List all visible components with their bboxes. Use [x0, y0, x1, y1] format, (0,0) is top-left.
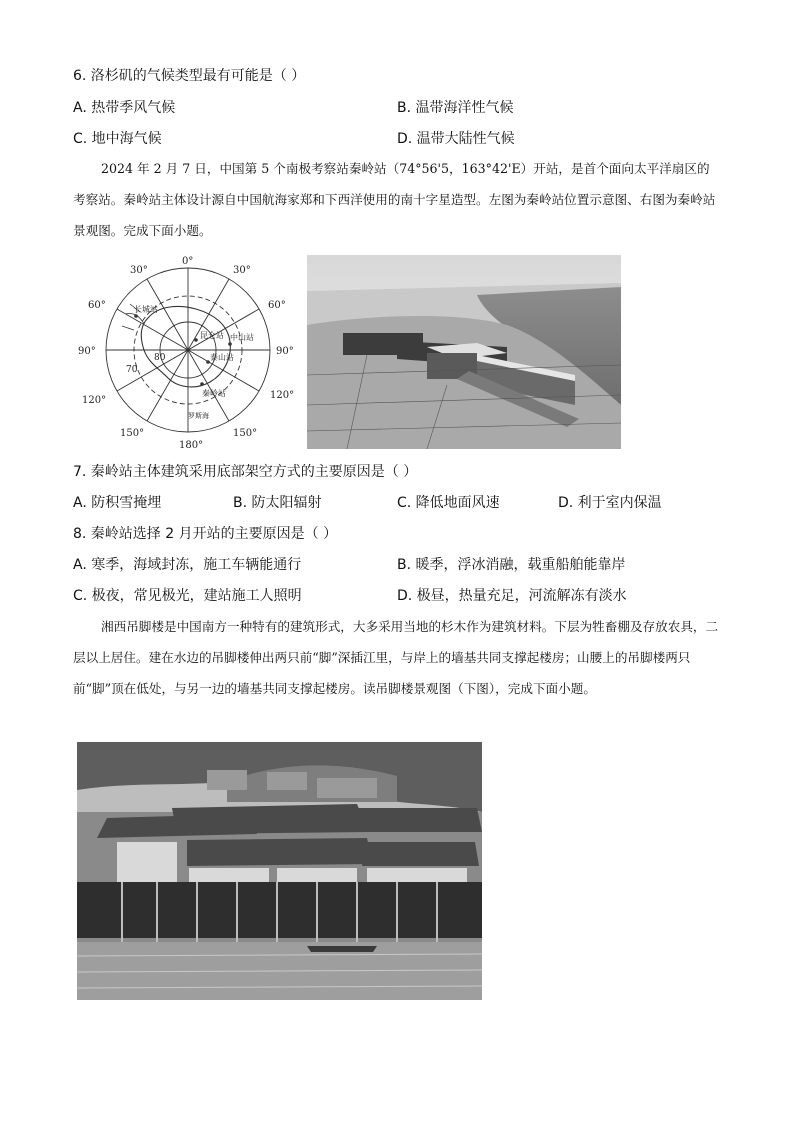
map-label-lat80: 80	[154, 353, 166, 363]
q7-stem: 7. 秦岭站主体建筑采用底部架空方式的主要原因是（ ）	[73, 464, 418, 480]
q7-option-b: B. 防太阳辐射	[233, 495, 322, 511]
passage-qinling	[73, 153, 721, 246]
map-label-taishan: 泰山站	[210, 353, 234, 362]
q8-option-d: D. 极昼，热量充足，河流解冻有淡水	[397, 588, 627, 604]
map-label-180: 180°	[179, 440, 204, 450]
map-label-30-left: 30°	[130, 265, 148, 276]
map-label-0: 0°	[182, 256, 194, 267]
map-label-90-left: 90°	[78, 346, 96, 357]
q6-stem: 6. 洛杉矶的气候类型最有可能是（ ）	[73, 68, 306, 84]
q8-option-b: B. 暖季，浮冰消融，载重船舶能靠岸	[397, 557, 626, 573]
map-label-changcheng: 长城站	[134, 305, 158, 314]
q6-option-c: C. 地中海气候	[73, 131, 162, 147]
map-label-150-right: 150°	[233, 428, 258, 439]
map-label-30-right: 30°	[233, 265, 251, 276]
map-label-ross-sea: 罗斯海	[188, 412, 209, 420]
passage-diaojiaolou-text: 湘西吊脚楼是中国南方一种特有的建筑形式，大多采用当地的杉木作为建筑材料。下层为牲畜棚及存放农具，二层以上居住。建在水边的吊脚楼伸出两只前“脚”深插江里，与岸上的墙基共同支撑起楼房；山腰上的吊脚楼两只前“脚”顶在低处，与另一边的墙基共同支撑起楼房。读吊脚楼景观图（下图），完成下面小题。	[73, 619, 719, 696]
map-label-60-right: 60°	[268, 300, 286, 311]
map-label-120-left: 120°	[82, 395, 107, 406]
map-label-zhongshan: 中山站	[230, 333, 254, 342]
q6-option-b: B. 温带海洋性气候	[397, 100, 514, 116]
map-label-kunlun: 昆仑站	[200, 331, 224, 340]
stilt-house-photo	[77, 742, 482, 1000]
map-label-150-left: 150°	[120, 428, 145, 439]
map-label-60-left: 60°	[88, 300, 106, 311]
q8-option-c: C. 极夜，常见极光，建站施工人照明	[73, 588, 302, 604]
q8-option-a: A. 寒季，海域封冻，施工车辆能通行	[73, 557, 302, 573]
map-label-120-right: 120°	[270, 390, 295, 401]
q8-stem: 8. 秦岭站选择 2 月开站的主要原因是（ ）	[73, 526, 338, 542]
map-label-90-right: 90°	[276, 346, 294, 357]
q6-option-a: A. 热带季风气候	[73, 100, 176, 116]
q7-option-c: C. 降低地面风速	[397, 495, 500, 511]
q7-option-a: A. 防积雪掩埋	[73, 495, 162, 511]
passage-qinling-text: 2024 年 2 月 7 日，中国第 5 个南极考察站秦岭站（74°56'5，163°42'E）开站，是首个面向太平洋扇区的考察站。秦岭站主体设计源自中国航海家郑和下西洋使用的南十字星造型。左图为秦岭站位置示意图、右图为秦岭站景观图。完成下面小题。	[73, 161, 716, 238]
qinling-station-photo	[307, 255, 621, 449]
qinling-location-map	[78, 254, 304, 450]
map-label-lat70: 70	[126, 365, 138, 375]
q6-option-d: D. 温带大陆性气候	[397, 131, 515, 147]
map-label-qinling: 秦岭站	[202, 389, 226, 398]
q7-option-d: D. 利于室内保温	[558, 495, 662, 511]
passage-diaojiaolou	[73, 611, 721, 704]
